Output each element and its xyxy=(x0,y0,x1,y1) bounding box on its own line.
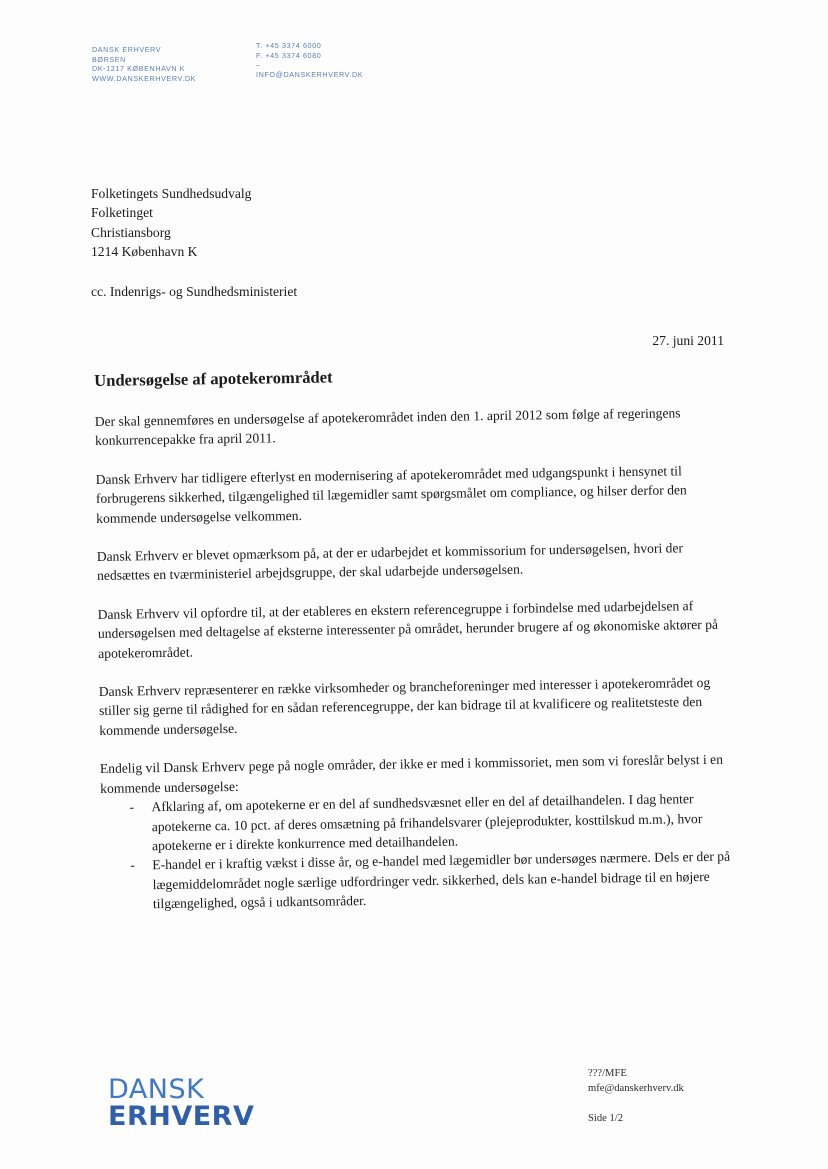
letterhead-address xyxy=(92,45,196,83)
letterhead-web: WWW.DANSKERHVERV.DK xyxy=(92,73,197,83)
letterhead-email: INFO@DANSKERHVERV.DK xyxy=(256,69,364,79)
bullet-dash: - xyxy=(129,799,135,815)
logo-line-dansk: DANSK xyxy=(108,1074,205,1105)
paragraph: Dansk Erhverv vil opfordre til, at der etableres en ekstern referencegruppe i forbindelse med udarbejdelsen af undersøgelsen med deltagelse af eksterne interessenter på området, herunder brugere af og økonomiske aktører på apotekerområdet. xyxy=(97,597,719,661)
letter-body xyxy=(94,361,738,915)
letterhead-city: DK-1217 KØBENHAVN K xyxy=(92,64,186,74)
letterhead-contact xyxy=(256,41,363,79)
paragraph: Endelig vil Dansk Erhverv pege på nogle områder, der ikke er med i kommissoriet, men som vi foreslår belyst i en kommende undersøgelse: xyxy=(99,751,724,796)
list-item-text: Afklaring af, om apotekerne er en del af sundhedsvæsnet eller en del af detailhandelen. I dag henter apotekerne ca. 10 pct. af deres omsætning på frihandelsvarer (plejeprodukter, kosttilskud m.m.), hvor apotekerne er i direkte konkurrence med detailhandelen. xyxy=(151,791,703,854)
recipient-line: 1214 København K xyxy=(91,244,198,260)
letterhead-phone: T. +45 3374 6000 xyxy=(256,41,322,50)
cc-line: cc. Indenrigs- og Sundhedsministeriet xyxy=(91,284,298,299)
footer-info xyxy=(588,1066,684,1126)
bullet-dash: - xyxy=(130,857,135,873)
letter-subject: Undersøgelse af apotekerområdet xyxy=(94,367,333,390)
recipient-line: Folketingets Sundhedsudvalg xyxy=(91,186,252,201)
letter-date: 27. juni 2011 xyxy=(652,333,724,348)
paragraph: Dansk Erhverv repræsenterer en række virksomheder og brancheforeninger med interesser i apotekerområdet og stiller sig gerne til rådighed for en sådan referencegruppe, der kan bidrage til at kvalificere og realitetsteste den kommende undersøgelse. xyxy=(98,674,711,738)
paragraph: Dansk Erhverv har tidligere efterlyst en modernisering af apotekerområdet med udgangspunkt i hensynet til forbrugerens sikkerhed, tilgængelighed til lægemidler samt spørgsmålet om compliance, og hilser derfor den kommende undersøgelse velkommen. xyxy=(95,463,687,526)
footer-reference: ???/MFE xyxy=(588,1068,627,1079)
footer-email: mfe@danskerhverv.dk xyxy=(588,1083,684,1094)
paragraph: Dansk Erhverv er blevet opmærksom på, at der er udarbejdet et kommissorium for undersøgelsen, hvori der nedsættes en tværministeriel arbejdsgruppe, der skal udarbejde undersøgelsen. xyxy=(96,540,684,584)
letterhead-company: DANSK ERHVERV xyxy=(92,45,162,54)
suggestion-list xyxy=(100,789,738,915)
recipient-address xyxy=(91,184,251,262)
list-item xyxy=(100,789,737,857)
recipient-line: Folketinget xyxy=(91,205,153,221)
dansk-erhverv-logo xyxy=(108,1076,254,1130)
letterhead-fax: F. +45 3374 6080 xyxy=(256,50,322,60)
recipient-line: Christiansborg xyxy=(91,224,171,240)
letterhead-building: BØRSEN xyxy=(92,54,126,64)
page-number: Side 1/2 xyxy=(588,1113,624,1124)
list-item xyxy=(101,847,738,915)
list-item-text: E-handel er i kraftig vækst i disse år, og e-handel med lægemidler bør undersøges nærmere. Dels er der på lægemiddelområdet nogle særlige udfordringer vedr. sikkerhed, dels kan e-handel bidrage til en højere tilgængelighed, også i udkantsområder. xyxy=(152,848,731,912)
logo-line-erhverv: ERHVERV xyxy=(108,1101,255,1132)
paragraph: Der skal gennemføres en undersøgelse af apotekerområdet inden den 1. april 2012 som følge af regeringens konkurrencepakke fra april 2011. xyxy=(94,405,681,449)
letterhead-separator: – xyxy=(256,60,261,70)
